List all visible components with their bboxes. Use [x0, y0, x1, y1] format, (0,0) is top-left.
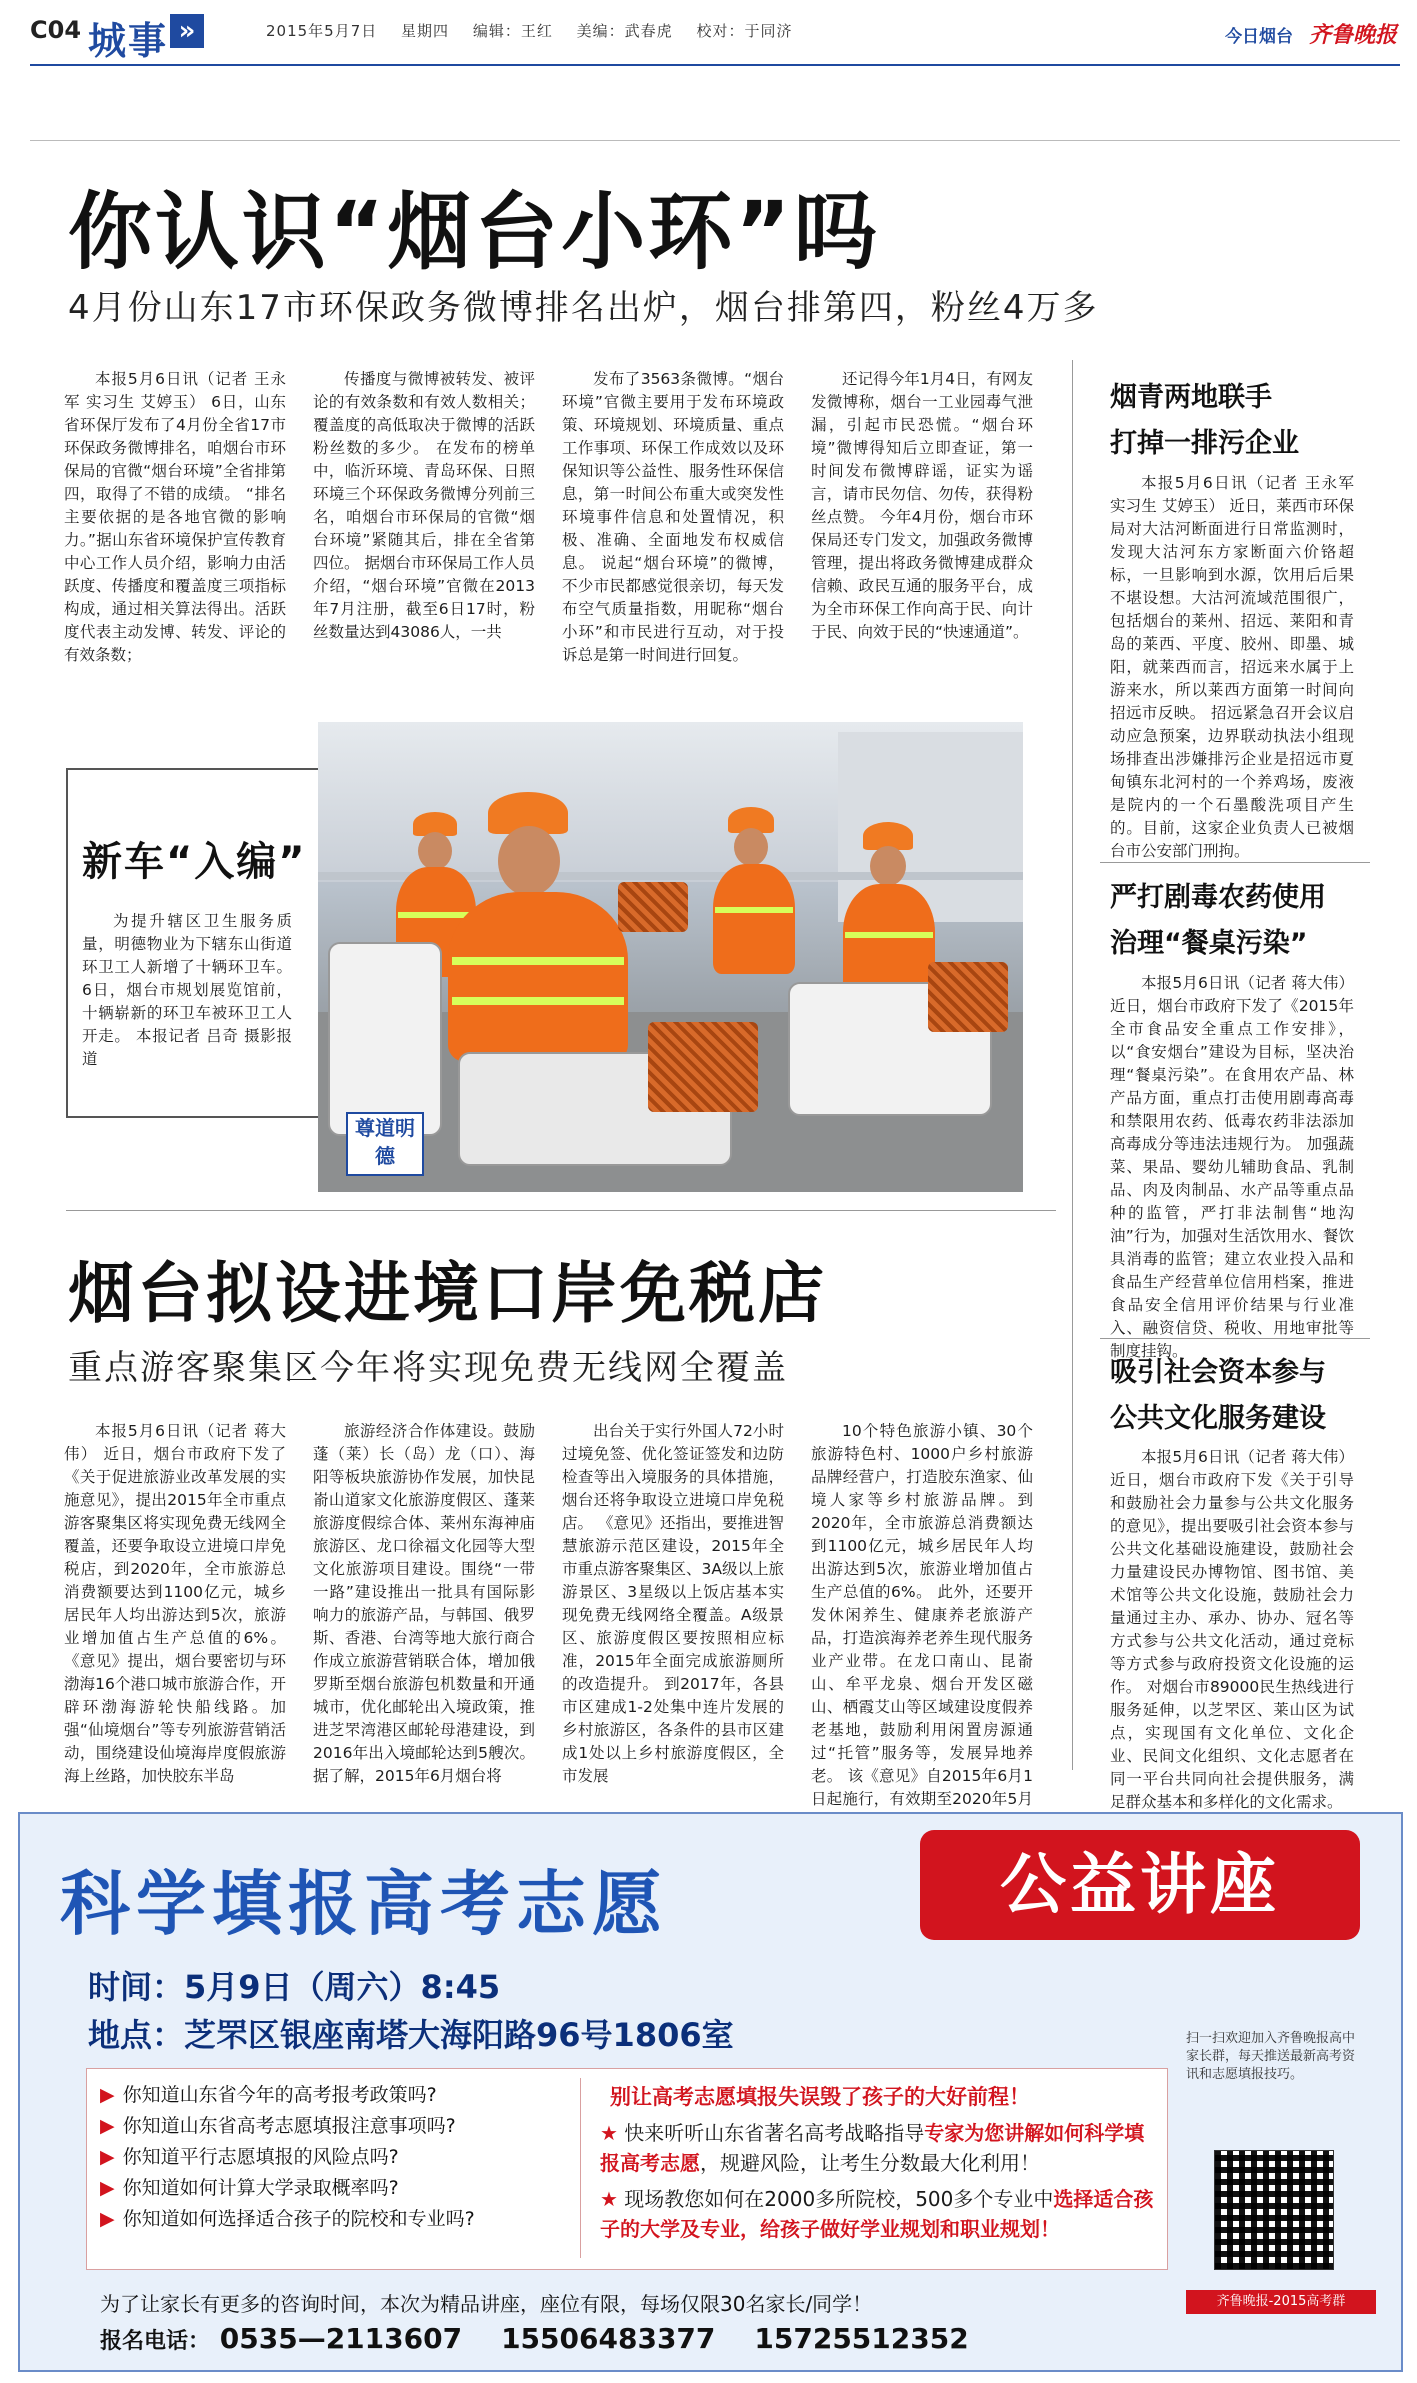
story2-col1: 本报5月6日讯（记者 蒋大伟） 近日，烟台市政府下发了《关于促进旅游业改革发展的实施意见》，提出2015年全市重点游客聚集区将实现免费无线网全覆盖，还要争取设立进境口岸免税店，到2020年，全市旅游总消费额要达到1100亿元，城乡居民年人均出游达到5次，旅游业增加值占生产总值的6%。 《意见》提出，烟台要密切与环渤海16个港口城市旅游合作，开辟环渤海游轮快船线路。加强“仙境烟台”等专列旅游营销活动，围绕建设仙境海岸度假旅游海上丝路，加快胶东半岛 — [64, 1422, 286, 1785]
qr-code-icon[interactable] — [1214, 2150, 1334, 2270]
side2-title: 严打剧毒农药使用 治理“餐桌污染” — [1110, 882, 1326, 959]
issue-editor: 编辑：王红 — [472, 22, 553, 40]
issue-proofreader: 校对：于同济 — [696, 22, 793, 40]
ad-question: ▶ 你知道如何计算大学录取概率吗? — [100, 2177, 399, 2199]
side1-body: 本报5月6日讯（记者 王永军 实习生 艾婷玉） 近日，莱西市环保局对大沽河断面进行日常监测时，发现大沽河东方家断面六价铬超标，一旦影响到水源，饮用后后果不堪设想。大沽河流域范围很广，包括烟台的莱州、招远、莱阳和青岛的莱西、平度、胶州、即墨、城阳，就莱西而言，招远来水属于上游来水，所以莱西方面第一时间向招远市反映。 招远紧急召开会议启动应急预案，边界联动执法小组现场排查出涉嫌排污企业是招远市夏甸镇东北河村的一个养鸡场，废液是院内的一个石墨酸洗项目产生的。目前，这家企业负责人已被烟台市公安部门刑拘。 — [1110, 474, 1354, 860]
star-icon: ★ — [600, 2187, 618, 2211]
side3-body: 本报5月6日讯（记者 蒋大伟） 近日，烟台市政府下发《关于引导和鼓励社会力量参与公共文化服务的意见》，提出要吸引社会资本参与公共文化基础设施建设，鼓励社会力量建设民办博物馆、图书馆、美术馆等公共文化设施，鼓励社会力量通过主办、承办、协办、冠名等方式参与公共文化活动，通过竞标等方式参与政府投资文化设施的运作。 对烟台市89000民生热线进行服务延伸，以芝罘区、莱山区为试点，实现国有文化单位、文化企业、民间文化组织、文化志愿者在同一平台共同向社会提供服务，满足群众基本和多样化的文化需求。 — [1110, 1448, 1354, 1811]
ad-qr-text: 扫一扫欢迎加入齐鲁晚报高中家长群，每天推送最新高考资讯和志愿填报技巧。 — [1186, 2031, 1356, 2082]
star-icon: ★ — [600, 2121, 618, 2145]
side-rule-1 — [1100, 862, 1370, 863]
ad-note: 为了让家长有更多的咨询时间，本次为精品讲座，座位有限，每场仅限30名家长/同学！ — [100, 2292, 873, 2316]
vehicle-plate: 尊道明德 — [346, 1112, 424, 1176]
section-title: 城事 — [88, 19, 169, 63]
story1-col1: 本报5月6日讯（记者 王永军 实习生 艾婷玉） 6日，山东省环保厅发布了4月份全省17市环保政务微博排名，咱烟台市环保局的官微“烟台环境”全省排第四，取得了不错的成绩。 “排名主要依据的是各地官微的影响力。”据山东省环境保护宣传教育中心工作人员介绍，影响力由活跃度、传播度和覆盖度三项指标构成，通过相关算法得出。活跃度代表主动发博、转发、评论的有效条数； — [64, 370, 286, 664]
ad-badge: 公益讲座 — [920, 1830, 1360, 1940]
brand-logo: 齐鲁晚报 — [1308, 22, 1397, 48]
story2-col4: 10个特色旅游小镇、30个旅游特色村、1000户乡村旅游品牌经营户，打造胶东渔家、仙境人家等乡村旅游品牌。到2020年，全市旅游总消费额达到1100亿元，城乡居民年人均出游达到5次，旅游业增加值占生产总值的6%。 此外，还要开发休闲养生、健康养老旅游产品，打造滨海养老养生现代服务业产业带。在龙口南山、昆嵛山、牟平龙泉、烟台开发区磁山、栖霞艾山等区域建设度假养老基地，鼓励利用闲置房源通过“托管”服务等，发展异地养老。 该《意见》自2015年6月1日起施行，有效期至2020年5月 — [811, 1422, 1033, 1808]
photo-title: 新车“入编” — [82, 839, 307, 885]
section-arrow-icon: » — [170, 14, 204, 48]
ad-title: 科学填报高考志愿 — [60, 1863, 668, 1945]
story1-col2: 传播度与微博被转发、被评论的有效条数和有效人数相关；覆盖度的高低取决于微博的活跃粉丝数的多少。 在发布的榜单中，临沂环境、青岛环保、日照环境三个环保政务微博分列前三名，咱烟台市环保局的官微“烟台环境”紧随其后，排在全省第四位。 据烟台市环保局工作人员介绍，“烟台环境”官微在2013年7月注册，截至6日17时，粉丝数量达到43086人，一共 — [313, 370, 535, 641]
story1-col3: 发布了3563条微博。“烟台环境”官微主要用于发布环境政策、环境规划、环境质量、重点工作事项、环保工作成效以及环保知识等公益性、服务性环保信息，第一时间公布重大或突发性环境事件信息和处置情况，积极、准确、全面地发布权威信息。 说起“烟台环境”的微博，不少市民都感觉很亲切，每天发布空气质量指数，用昵称“烟台小环”和市民进行互动，对于投诉总是第一时间进行回复。 — [562, 370, 784, 664]
ad-question: ▶ 你知道如何选择适合孩子的院校和专业吗? — [100, 2208, 475, 2230]
ad-phone: 15725512352 — [754, 2322, 969, 2355]
side2-body: 本报5月6日讯（记者 蒋大伟） 近日，烟台市政府下发了《2015年全市食品安全重点工作安排》，以“食安烟台”建设为目标，坚决治理“餐桌污染”。在食用农产品、林产品方面，重点打击使用剧毒高毒和禁限用农药、低毒农药非法添加高毒成分等违法违规行为。 加强蔬菜、果品、婴幼儿辅助食品、乳制品、肉及肉制品、水产品等重点品种的监管，严打非法制售“地沟油”行为，加强对生活饮用水、餐饮具消毒的监管；建立农业投入品和食品生产经营单位信用档案，推进食品安全信用评价结果与行业准入、融资信贷、税收、用地审批等制度挂钩。 — [1110, 974, 1354, 1360]
ad-question: ▶ 你知道山东省高考志愿填报注意事项吗? — [100, 2115, 456, 2137]
ad-point-1: ★ 快来听听山东省著名高考战略指导专家为您讲解如何科学填报高考志愿，规避风险，让考生分数最大化利用！ — [600, 2121, 1145, 2175]
ad-box-divider — [580, 2078, 581, 2258]
side3-title: 吸引社会资本参与 公共文化服务建设 — [1110, 1357, 1326, 1434]
story2-deck: 重点游客聚集区今年将实现免费无线网全覆盖 — [68, 1348, 788, 1388]
top-rule — [30, 140, 1400, 141]
masthead-right — [1225, 18, 1397, 49]
story1-headline: 你认识“烟台小环”吗 — [68, 183, 881, 281]
channel-name: 今日烟台 — [1225, 27, 1294, 47]
issue-meta — [266, 20, 810, 41]
header-rule — [30, 64, 1400, 66]
ad-qr-label: 齐鲁晚报-2015高考群 — [1186, 2290, 1376, 2314]
photo-sanitation-vehicles — [318, 722, 1023, 1192]
photo-caption: 为提升辖区卫生服务质量，明德物业为下辖东山街道环卫工人新增了十辆环卫车。6日，烟台市规划展览馆前，十辆崭新的环卫车被环卫工人开走。 本报记者 吕奇 摄影报道 — [82, 912, 292, 1068]
sidebar-divider — [1072, 360, 1073, 1770]
ad-pitch — [600, 2082, 1160, 2244]
ad-question: ▶ 你知道山东省今年的高考报考政策吗? — [100, 2084, 437, 2106]
story2-top-rule — [66, 1210, 1056, 1211]
issue-weekday: 星期四 — [401, 22, 450, 40]
story1-col4: 还记得今年1月4日，有网友发微博称，烟台一工业园毒气泄漏，引起市民恐慌。“烟台环境”微博得知后立即查证，第一时间发布微博辟谣，证实为谣言，请市民勿信、勿传，获得粉丝点赞。 今年4月份，烟台市环保局还专门发文，加强政务微博管理，提出将政务微博建成群众信赖、政民互通的服务平台，成为全市环保工作向高于民、向计于民、向效于民的“快速通道”。 — [811, 370, 1033, 641]
story2-headline: 烟台拟设进境口岸免税店 — [68, 1255, 827, 1332]
page-number: C04 — [30, 16, 82, 44]
ad-phone: 0535—2113607 — [219, 2322, 463, 2355]
story1-deck: 4月份山东17市环保政务微博排名出炉，烟台排第四，粉丝4万多 — [68, 288, 1099, 328]
side1-title: 烟青两地联手 打掉一排污企业 — [1110, 382, 1299, 459]
ad-point-2: ★ 现场教您如何在2000多所院校，500多个专业中选择适合孩子的大学及专业，给孩子做好学业规划和职业规划！ — [600, 2187, 1154, 2241]
ad-warning: 别让高考志愿填报失误毁了孩子的大好前程！ — [610, 2085, 1030, 2109]
story2-col2: 旅游经济合作体建设。鼓励蓬（莱）长（岛）龙（口）、海阳等板块旅游协作发展，加快昆嵛山道家文化旅游度假区、蓬莱旅游度假综合体、莱州东海神庙旅游区、龙口徐福文化园等大型文化旅游项目建设。围绕“一带一路”建设推出一批具有国际影响力的旅游产品，与韩国、俄罗斯、香港、台湾等地大旅行商合作成立旅游营销联合体，增加俄罗斯至烟台旅游包机数量和开通城市，优化邮轮出入境政策，推进芝罘湾港区邮轮母港建设，到2016年出入境邮轮达到5艘次。 据了解，2015年6月烟台将 — [313, 1422, 535, 1785]
side-rule-2 — [1100, 1338, 1370, 1339]
issue-designer: 美编：武春虎 — [576, 22, 673, 40]
issue-date: 2015年5月7日 — [266, 22, 378, 40]
ad-time: 时间：5月9日（周六）8:45 — [88, 1968, 501, 2006]
ad-question-list — [100, 2080, 570, 2235]
ad-place: 地点：芝罘区银座南塔大海阳路96号1806室 — [88, 2016, 734, 2054]
ad-phone: 15506483377 — [501, 2322, 716, 2355]
story2-col3: 出台关于实行外国人72小时过境免签、优化签证签发和边防检查等出入境服务的具体措施，烟台还将争取设立进境口岸免税店。 《意见》还指出，要推进智慧旅游示范区建设，2015年全市重点游客聚集区、3A级以上旅游景区、3星级以上饭店基本实现免费无线网络全覆盖。A级景区、旅游度假区要按照相应标准，2015年全面完成旅游厕所的改造提升。 到2017年，各县市区建成1-2处集中连片发展的乡村旅游区，各条件的县市区建成1处以上乡村旅游度假区，全市发展 — [562, 1422, 784, 1785]
ad-phones: 报名电话： 0535—2113607 15506483377 15725512352 — [100, 2322, 969, 2355]
ad-question: ▶ 你知道平行志愿填报的风险点吗? — [100, 2146, 399, 2168]
